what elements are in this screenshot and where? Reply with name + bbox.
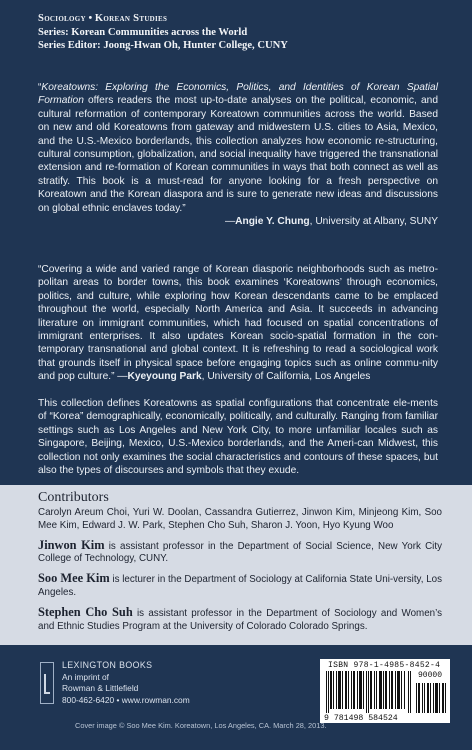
reviewer-affiliation: , University of California, Los Angeles	[201, 371, 371, 383]
reviewer-name: Angie Y. Chung	[235, 216, 310, 228]
series-title: Series: Korean Communities across the World	[38, 26, 248, 38]
reviewer-affiliation: , University at Albany, SUNY	[309, 216, 438, 228]
cover-image-credit: Cover image © Soo Mee Kim. Koreatown, Los Angeles, CA. March 28, 2013.	[75, 721, 327, 730]
bio-stephen-cho-suh	[38, 606, 442, 634]
bio-name: Soo Mee Kim	[38, 571, 110, 586]
contributors-heading: Contributors	[38, 490, 109, 505]
contributors-list: Carolyn Areum Choi, Yuri W. Doolan, Cassandra Gutierrez, Jinwon Kim, Minjeong Kim, Soo Mee Kim, Edward J. W. Park, Stephen Cho Suh, Sharon J. Yoon, Hyo Kyung Woo	[38, 507, 442, 531]
publisher-info	[62, 660, 190, 706]
bio-jinwon-kim	[38, 539, 442, 567]
isbn-text: ISBN 978-1-4985-8452-4	[328, 661, 441, 670]
publisher-parent: Rowman & Littlefield	[62, 683, 139, 693]
blurb-chung-text: offers readers the most up-to-date analyses on the political, economic, and cultural reformation of contemporary Koreatown communities across the world. Based on new and old Koreatowns from gateway and midwestern U.S. cities to Asia, Mexico, and the U.S.-Mexico borderlands, this collection analyzes how economic re-structuring, cultural consumption, globalization, and social inequality have triggered the transnational extension and re-formation of Korean communities in ways that both connect as well as stratify. This book is a must-read for anyone looking for a fresh perspective on Koreatown and the Korean diaspora and is sure to generate new ideas and discussions on global ethnic enclaves today.”	[38, 95, 438, 214]
subject-korean-studies: Korean Studies	[94, 13, 168, 24]
barcode	[320, 659, 450, 723]
attribution-chung	[38, 215, 438, 228]
ean-barcode-icon	[326, 671, 412, 713]
publisher-contact: 800-462-6420 • www.rowman.com	[62, 694, 190, 705]
price-barcode-icon	[416, 683, 446, 713]
publisher-imprint-note: An imprint of	[62, 671, 110, 682]
series-header	[38, 12, 448, 53]
blurb-park	[38, 263, 438, 384]
footer	[0, 650, 472, 750]
subject-line	[38, 12, 448, 26]
quote-open: “	[38, 82, 42, 93]
ean-digits: 9 781498 584524	[324, 714, 398, 723]
subject-separator: •	[85, 13, 95, 24]
subject-sociology: Sociology	[38, 13, 86, 24]
attribution-dash: —	[224, 216, 236, 228]
attribution-park	[117, 371, 370, 382]
bio-text: is assistant professor in the Department of Sociology and Women’s and Ethnic Studies Program at the University of Colorado Colorado Springs.	[38, 607, 442, 632]
reviewer-name: Kyeyoung Park	[127, 371, 202, 383]
book-description: This collection defines Koreatowns as spatial configurations that concentrate ele-ments of “Korea” demographically, economically, politically, and culturally. Ranging from familiar settings such as Los Angeles and New York City, to more unfamiliar locales such as Singapore, Beijing, Mexico, U.S.-Mexico borderlands, and the Ameri-can Midwest, this collection not only examines the social characteristics and contours of these spaces, but also the types of discourses and symbols that they exude.	[38, 398, 438, 477]
lexington-logo-icon	[40, 662, 54, 704]
price-code: 90000	[418, 671, 443, 680]
bio-text: is lecturer in the Department of Sociology at California State Uni-versity, Los Angeles.	[38, 574, 442, 598]
blurb-chung	[38, 81, 438, 228]
book-title-italic: Koreatowns: Exploring the Economics, Politics, and Identities of Korean Spatial Formation	[38, 82, 438, 107]
publisher-name: LEXINGTON BOOKS	[62, 660, 153, 670]
bio-soo-mee-kim	[38, 572, 442, 600]
bio-text: is assistant professor in the Department of Social Science, New York City College of Technology, CUNY.	[38, 540, 442, 565]
series-editor: Series Editor: Joong-Hwan Oh, Hunter College, CUNY	[38, 40, 288, 51]
blurb-park-text: “Covering a wide and varied range of Korean diasporic neighborhoods such as metro-politan areas to border towns, this book examines ‘Koreatowns’ through economics, politics, and culture, while exploring how Korean descendants came to be emplaced throughout the world, especially North America and Asia. It succeeds in advancing literature on immigrant communities, which had focused on spatial concentrations of immigrant enterprises. It also updates Korean socio-spatial formation in the con-temporary transnational and global context. It is refreshing to read a sociological work that grounds itself in physical space before engaging topics such as online commu-nity and pop culture.”	[38, 264, 438, 383]
bio-name: Jinwon Kim	[38, 537, 105, 552]
contributors-panel	[0, 485, 472, 645]
bio-name: Stephen Cho Suh	[38, 604, 133, 619]
attribution-dash: —	[117, 371, 128, 383]
